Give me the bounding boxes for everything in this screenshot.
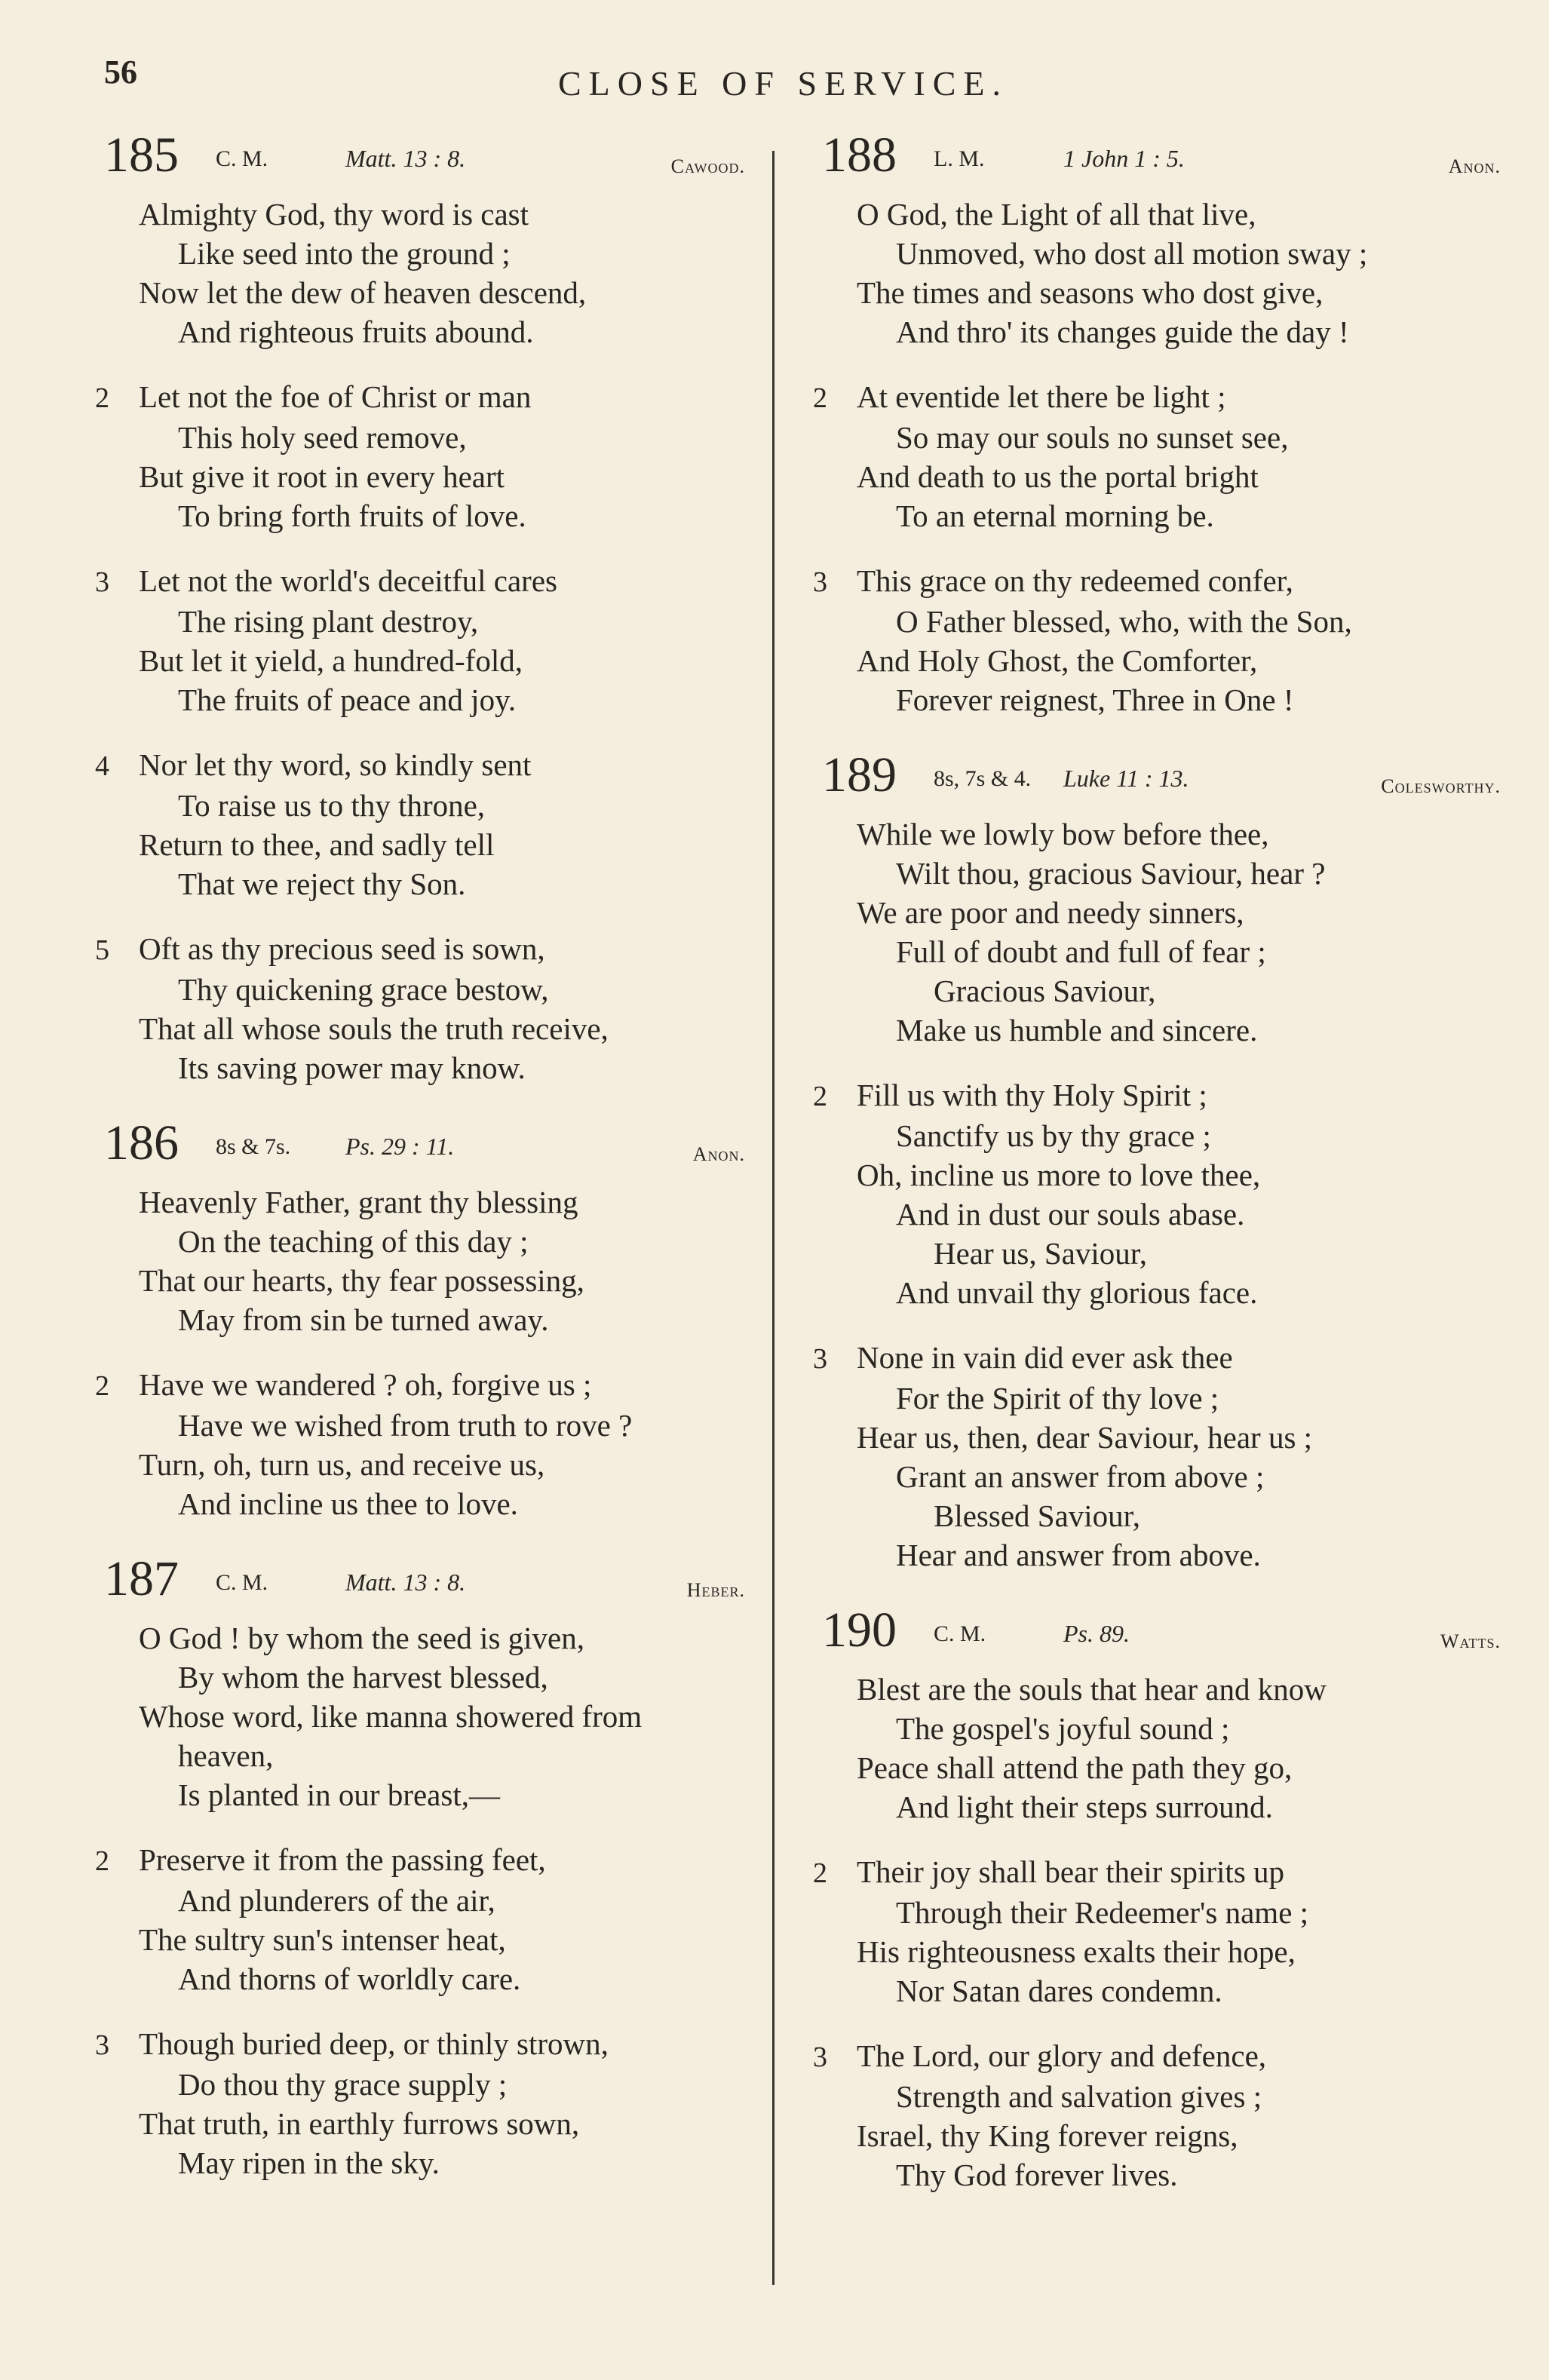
- scripture-reference: Luke 11 : 13.: [1063, 765, 1189, 792]
- verse-line: [799, 1234, 1501, 1273]
- verse-line: [799, 680, 1501, 719]
- stanza: [81, 561, 745, 719]
- hymn-header: [81, 1552, 745, 1612]
- verse-text: Do thou thy grace supply ;: [178, 2067, 508, 2102]
- verse-line: [799, 1787, 1501, 1826]
- verse-text: And in dust our souls abase.: [896, 1197, 1245, 1231]
- stanza-number: 3: [95, 566, 109, 598]
- verse-text: O God ! by whom the seed is given,: [139, 1621, 584, 1655]
- verse-line: [799, 1670, 1501, 1709]
- verse-text: Blest are the souls that hear and know: [857, 1672, 1327, 1707]
- verse-text: Let not the world's deceitful cares: [139, 563, 557, 598]
- hymn-meter: C. M.: [934, 1621, 986, 1646]
- verse-line: [81, 1406, 745, 1445]
- verse-line: [81, 1775, 745, 1814]
- verse-text: That we reject thy Son.: [178, 866, 466, 901]
- verse-line: [81, 1920, 745, 1959]
- verse-line: [799, 377, 1501, 418]
- verse-line: [81, 2024, 745, 2065]
- stanza: [81, 1840, 745, 1998]
- verse-line: [799, 1971, 1501, 2010]
- hymn-number: 189: [822, 747, 897, 802]
- hymn-number: 190: [822, 1603, 897, 1658]
- verse-text: While we lowly bow before thee,: [857, 817, 1269, 851]
- hymn-meter: L. M.: [934, 146, 985, 171]
- hymn-header: [81, 128, 745, 189]
- stanza: [81, 1618, 745, 1814]
- verse-text: To bring forth fruits of love.: [178, 498, 526, 533]
- verse-line: [81, 1840, 745, 1881]
- verse-line: [799, 418, 1501, 457]
- verse-text: Gracious Saviour,: [934, 974, 1156, 1008]
- verse-line: [81, 457, 745, 496]
- verse-text: Whose word, like manna showered from: [139, 1699, 643, 1734]
- verse-line: [81, 1445, 745, 1484]
- stanza: [81, 745, 745, 903]
- verse-text: Peace shall attend the path they go,: [857, 1750, 1293, 1785]
- verse-line: [81, 1881, 745, 1920]
- right-column: [799, 128, 1501, 2223]
- hymn-number: 187: [104, 1551, 179, 1606]
- verse-text: Full of doubt and full of fear ;: [896, 934, 1266, 969]
- verse-text: Have we wandered ? oh, forgive us ;: [139, 1367, 592, 1402]
- hymn-header: [799, 128, 1501, 189]
- verse-line: [799, 1011, 1501, 1050]
- verse-text: May from sin be turned away.: [178, 1302, 549, 1337]
- verse-line: [799, 561, 1501, 602]
- tune-name: Anon.: [692, 1143, 745, 1165]
- verse-line: [81, 745, 745, 786]
- stanza: [81, 1182, 745, 1339]
- stanza: [81, 929, 745, 1087]
- verse-line: [799, 602, 1501, 641]
- verse-line: [799, 1932, 1501, 1971]
- verse-text: To an eternal morning be.: [896, 498, 1214, 533]
- verse-line: [81, 786, 745, 825]
- stanza-number: 5: [95, 934, 109, 966]
- verse-text: Let not the foe of Christ or man: [139, 379, 532, 414]
- verse-text: Thy quickening grace bestow,: [178, 972, 549, 1007]
- verse-line: [81, 1618, 745, 1658]
- verse-text: And incline us thee to love.: [178, 1486, 518, 1521]
- hymn-block: [799, 748, 1501, 1575]
- verse-line: [799, 2116, 1501, 2155]
- verse-text: On the teaching of this day ;: [178, 1224, 529, 1259]
- verse-line: [81, 2143, 745, 2182]
- verse-line: [81, 1048, 745, 1087]
- tune-name: Cawood.: [670, 155, 745, 177]
- verse-line: [81, 377, 745, 418]
- scripture-reference: Matt. 13 : 8.: [345, 145, 466, 172]
- stanza-number: 2: [95, 1845, 109, 1877]
- verse-text: Unmoved, who dost all motion sway ;: [896, 236, 1368, 271]
- verse-line: [799, 893, 1501, 932]
- verse-text: To raise us to thy throne,: [178, 788, 486, 823]
- verse-text: Sanctify us by thy grace ;: [896, 1118, 1211, 1153]
- stanza-number: 3: [95, 2029, 109, 2061]
- stanza: [799, 195, 1501, 351]
- hymn-number: 185: [104, 127, 179, 182]
- stanza: [799, 2036, 1501, 2194]
- hymn-meter: C. M.: [216, 1570, 268, 1595]
- verse-text: His righteousness exalts their hope,: [857, 1934, 1296, 1969]
- verse-text: Now let the dew of heaven descend,: [139, 275, 587, 310]
- verse-line: [799, 457, 1501, 496]
- stanza: [799, 814, 1501, 1050]
- verse-text: By whom the harvest blessed,: [178, 1660, 548, 1695]
- verse-line: [799, 2077, 1501, 2116]
- stanza: [799, 1338, 1501, 1575]
- tune-name: Heber.: [686, 1579, 745, 1601]
- verse-line: [799, 854, 1501, 893]
- verse-line: [799, 1195, 1501, 1234]
- hymn-number: 186: [104, 1115, 179, 1170]
- verse-line: [81, 680, 745, 719]
- verse-text: Preserve it from the passing feet,: [139, 1842, 546, 1877]
- tune-name: Anon.: [1448, 155, 1501, 177]
- stanza-number: 3: [813, 2041, 827, 2073]
- hymn-header: [799, 748, 1501, 808]
- verse-line: [81, 1697, 745, 1736]
- verse-line: [799, 2155, 1501, 2194]
- verse-text: That truth, in earthly furrows sown,: [139, 2106, 580, 2141]
- verse-line: [799, 1418, 1501, 1457]
- verse-text: This holy seed remove,: [178, 420, 467, 455]
- verse-text: Strength and salvation gives ;: [896, 2079, 1262, 2114]
- stanza-number: 2: [95, 382, 109, 414]
- verse-text: At eventide let there be light ;: [857, 379, 1226, 414]
- verse-text: The fruits of peace and joy.: [178, 682, 517, 717]
- verse-line: [799, 496, 1501, 535]
- verse-line: [81, 561, 745, 602]
- verse-line: [799, 2036, 1501, 2077]
- verse-text: And thorns of worldly care.: [178, 1961, 521, 1996]
- verse-text: Forever reignest, Three in One !: [896, 682, 1294, 717]
- verse-line: [799, 814, 1501, 854]
- verse-text: None in vain did ever ask thee: [857, 1340, 1233, 1375]
- hymn-meter: C. M.: [216, 146, 268, 171]
- verse-line: [799, 641, 1501, 680]
- stanza: [799, 1670, 1501, 1826]
- verse-line: [81, 864, 745, 903]
- verse-line: [81, 1261, 745, 1300]
- hymn-header: [799, 1603, 1501, 1664]
- stanza: [799, 1852, 1501, 2010]
- verse-text: The gospel's joyful sound ;: [896, 1711, 1230, 1746]
- verse-line: [81, 195, 745, 234]
- verse-line: [799, 1379, 1501, 1418]
- verse-line: [81, 1009, 745, 1048]
- verse-text: Its saving power may know.: [178, 1050, 526, 1085]
- verse-line: [81, 1736, 745, 1775]
- verse-line: [81, 1365, 745, 1406]
- hymn-block: [81, 1116, 745, 1523]
- verse-text: And Holy Ghost, the Comforter,: [857, 643, 1258, 678]
- verse-line: [799, 234, 1501, 273]
- verse-text: For the Spirit of thy love ;: [896, 1381, 1219, 1415]
- verse-text: And unvail thy glorious face.: [896, 1275, 1258, 1310]
- verse-line: [81, 234, 745, 273]
- hymn-meter: 8s, 7s & 4.: [934, 766, 1032, 791]
- verse-text: Nor let thy word, so kindly sent: [139, 747, 532, 782]
- verse-text: The sultry sun's intenser heat,: [139, 1922, 506, 1957]
- stanza: [81, 2024, 745, 2182]
- verse-text: The Lord, our glory and defence,: [857, 2038, 1267, 2073]
- page-number: 56: [104, 54, 137, 90]
- verse-text: Is planted in our breast,—: [178, 1777, 500, 1812]
- stanza-number: 2: [95, 1370, 109, 1402]
- verse-text: Through their Redeemer's name ;: [896, 1895, 1309, 1930]
- verse-text: Grant an answer from above ;: [896, 1459, 1265, 1494]
- verse-line: [81, 273, 745, 312]
- verse-line: [799, 1893, 1501, 1932]
- verse-line: [81, 929, 745, 970]
- tune-name: Watts.: [1440, 1630, 1501, 1652]
- hymn-block: [799, 1603, 1501, 2194]
- stanza: [81, 195, 745, 351]
- hymn-header: [81, 1116, 745, 1176]
- verse-text: Almighty God, thy word is cast: [139, 197, 529, 232]
- verse-text: O God, the Light of all that live,: [857, 197, 1256, 232]
- stanza-number: 3: [813, 566, 827, 598]
- verse-line: [799, 971, 1501, 1011]
- left-column: [81, 128, 745, 2211]
- verse-text: Hear and answer from above.: [896, 1538, 1261, 1572]
- stanza-number: 2: [813, 1857, 827, 1889]
- verse-text: Israel, thy King forever reigns,: [857, 2118, 1238, 2153]
- verse-line: [81, 2104, 745, 2143]
- verse-text: Make us humble and sincere.: [896, 1013, 1258, 1047]
- stanza: [799, 377, 1501, 535]
- stanza: [81, 1365, 745, 1523]
- verse-line: [799, 195, 1501, 234]
- verse-text: Wilt thou, gracious Saviour, hear ?: [896, 856, 1326, 891]
- verse-text: And death to us the portal bright: [857, 459, 1259, 494]
- verse-text: That all whose souls the truth receive,: [139, 1011, 609, 1046]
- stanza: [799, 1075, 1501, 1312]
- verse-line: [81, 1658, 745, 1697]
- verse-text: Turn, oh, turn us, and receive us,: [139, 1447, 545, 1482]
- verse-text: Hear us, then, dear Saviour, hear us ;: [857, 1420, 1313, 1455]
- verse-line: [81, 1959, 745, 1998]
- hymn-block: [81, 128, 745, 1087]
- hymn-block: [799, 128, 1501, 719]
- verse-line: [799, 1116, 1501, 1155]
- verse-text: Nor Satan dares condemn.: [896, 1974, 1222, 2008]
- verse-text: This grace on thy redeemed confer,: [857, 563, 1293, 598]
- verse-text: The times and seasons who dost give,: [857, 275, 1324, 310]
- stanza: [81, 377, 745, 535]
- scripture-reference: 1 John 1 : 5.: [1063, 145, 1185, 172]
- verse-line: [81, 825, 745, 864]
- verse-text: Oh, incline us more to love thee,: [857, 1158, 1261, 1192]
- verse-text: Like seed into the ground ;: [178, 236, 511, 271]
- verse-line: [799, 1535, 1501, 1575]
- verse-line: [81, 496, 745, 535]
- verse-text: Fill us with thy Holy Spirit ;: [857, 1078, 1207, 1112]
- verse-line: [81, 1182, 745, 1222]
- verse-line: [799, 312, 1501, 351]
- stanza-number: 2: [813, 382, 827, 414]
- hymn-number: 188: [822, 127, 897, 182]
- running-head: CLOSE OF SERVICE.: [558, 64, 1008, 103]
- stanza-number: 3: [813, 1343, 827, 1375]
- verse-text: We are poor and needy sinners,: [857, 895, 1244, 930]
- verse-text: May ripen in the sky.: [178, 2145, 440, 2180]
- verse-text: That our hearts, thy fear possessing,: [139, 1263, 584, 1298]
- verse-text: And plunderers of the air,: [178, 1883, 495, 1918]
- column-divider: [772, 151, 774, 2285]
- verse-line: [81, 312, 745, 351]
- verse-text: But give it root in every heart: [139, 459, 505, 494]
- verse-text: heaven,: [178, 1738, 274, 1773]
- verse-line: [799, 1852, 1501, 1893]
- verse-line: [799, 932, 1501, 971]
- scripture-reference: Ps. 89.: [1063, 1620, 1130, 1647]
- verse-line: [81, 1222, 745, 1261]
- verse-text: And righteous fruits abound.: [178, 314, 534, 349]
- verse-line: [799, 1496, 1501, 1535]
- verse-line: [81, 1484, 745, 1523]
- verse-text: Blessed Saviour,: [934, 1498, 1140, 1533]
- verse-line: [81, 2065, 745, 2104]
- verse-line: [799, 1075, 1501, 1116]
- scripture-reference: Ps. 29 : 11.: [345, 1133, 455, 1160]
- verse-line: [799, 1338, 1501, 1379]
- hymn-meter: 8s & 7s.: [216, 1134, 291, 1159]
- verse-line: [799, 273, 1501, 312]
- scripture-reference: Matt. 13 : 8.: [345, 1569, 466, 1596]
- verse-line: [799, 1155, 1501, 1195]
- verse-text: Return to thee, and sadly tell: [139, 827, 495, 862]
- verse-line: [81, 602, 745, 641]
- verse-line: [81, 418, 745, 457]
- verse-text: Thy God forever lives.: [896, 2158, 1178, 2192]
- verse-text: Oft as thy precious seed is sown,: [139, 931, 545, 966]
- verse-text: Have we wished from truth to rove ?: [178, 1408, 633, 1443]
- verse-text: O Father blessed, who, with the Son,: [896, 604, 1352, 639]
- verse-text: The rising plant destroy,: [178, 604, 479, 639]
- stanza-number: 4: [95, 750, 109, 782]
- verse-text: And thro' its changes guide the day !: [896, 314, 1349, 349]
- verse-text: Though buried deep, or thinly strown,: [139, 2026, 609, 2061]
- verse-text: And light their steps surround.: [896, 1790, 1273, 1824]
- stanza-number: 2: [813, 1081, 827, 1112]
- verse-line: [799, 1709, 1501, 1748]
- verse-text: Hear us, Saviour,: [934, 1236, 1148, 1271]
- verse-text: Heavenly Father, grant thy blessing: [139, 1185, 578, 1219]
- verse-line: [799, 1457, 1501, 1496]
- verse-text: So may our souls no sunset see,: [896, 420, 1289, 455]
- verse-line: [81, 1300, 745, 1339]
- stanza: [799, 561, 1501, 719]
- verse-line: [799, 1748, 1501, 1787]
- verse-line: [799, 1273, 1501, 1312]
- verse-text: But let it yield, a hundred-fold,: [139, 643, 523, 678]
- verse-text: Their joy shall bear their spirits up: [857, 1854, 1285, 1889]
- hymn-block: [81, 1552, 745, 2182]
- verse-line: [81, 970, 745, 1009]
- verse-line: [81, 641, 745, 680]
- tune-name: Colesworthy.: [1381, 775, 1501, 797]
